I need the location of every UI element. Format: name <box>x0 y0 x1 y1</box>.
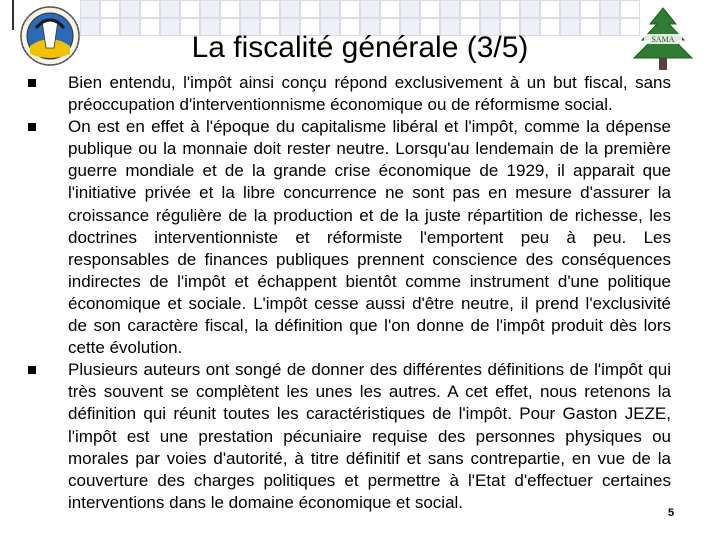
bullet-square-icon <box>28 366 36 374</box>
checker-cell <box>180 0 200 18</box>
checker-cell <box>600 0 620 18</box>
checker-cell <box>400 0 420 18</box>
bullet-list <box>28 72 671 514</box>
checker-cell <box>200 0 220 18</box>
checker-cell <box>360 0 380 18</box>
left-edge-line <box>12 0 14 30</box>
checker-cell <box>220 0 240 18</box>
bullet-item <box>28 72 671 116</box>
checker-cell <box>100 0 120 18</box>
logo-text: SAMA <box>651 35 675 44</box>
checker-cell <box>80 0 100 18</box>
page-number: 5 <box>668 507 675 519</box>
checker-cell <box>500 0 520 18</box>
bullet-square-icon <box>28 79 36 87</box>
checker-cell <box>440 0 460 18</box>
checker-cell <box>340 0 360 18</box>
checker-cell <box>480 0 500 18</box>
checker-cell <box>260 0 280 18</box>
checker-cell <box>140 0 160 18</box>
bullet-text: Plusieurs auteurs ont songé de donner des différentes définitions de l'impôt qui très souvent se complètent les unes les autres. A cet effet, nous retenons la définition qui réunit toutes les caractéristiques de l'impôt. Pour Gaston JEZE, l'impôt est une prestation pécuniaire requise des personnes physiques ou morales par voies d'autorité, à titre définitif et sans contrepartie, en vue de la couverture des charges politiques et permettre à l'Etat d'effectuer certaines interventions dans le domaine économique et social. <box>68 360 671 512</box>
checker-cell <box>120 0 140 18</box>
checker-cell <box>420 0 440 18</box>
bullet-text: On est en effet à l'époque du capitalisme libéral et l'impôt, comme la dépense publique ou la monnaie doit rester neutre. Lorsqu'au lendemain de la première guerre mondiale et de la grande crise économique de 1929, il apparait que l'initiative privée et la libre concurrence ne sont pas en mesure d'assurer la croissance régulière de la production et de la juste répartition de richesse, les doctrines interventionniste et réformiste l'emportent peu à peu. Les responsables de finances publiques prennent conscience des conséquences indirectes de l'impôt et échappent bientôt comme instrument d'une politique économique et sociale. L'impôt cesse aussi d'être neutre, il prend l'exclusivité de son caractère fiscal, la définition que l'on donne de l'impôt produit dès lors cette évolution. <box>68 117 671 358</box>
bullet-item <box>28 116 671 359</box>
tree-logo-icon <box>622 6 704 76</box>
checker-cell <box>560 0 580 18</box>
checker-cell <box>160 0 180 18</box>
bullet-item <box>28 359 671 514</box>
checker-cell <box>540 0 560 18</box>
checker-cell <box>240 0 260 18</box>
checker-cell <box>520 0 540 18</box>
slide-title: La fiscalité générale (3/5) <box>191 31 529 64</box>
checker-cell <box>320 0 340 18</box>
bullet-text: Bien entendu, l'impôt ainsi conçu répond exclusivement à un but fiscal, sans préoccupation d'interventionnisme économique ou de réformisme social. <box>68 73 671 115</box>
checker-cell <box>280 0 300 18</box>
checker-cell <box>580 0 600 18</box>
bullet-square-icon <box>28 123 36 131</box>
checker-cell <box>380 0 400 18</box>
checker-cell <box>460 0 480 18</box>
checker-cell <box>300 0 320 18</box>
